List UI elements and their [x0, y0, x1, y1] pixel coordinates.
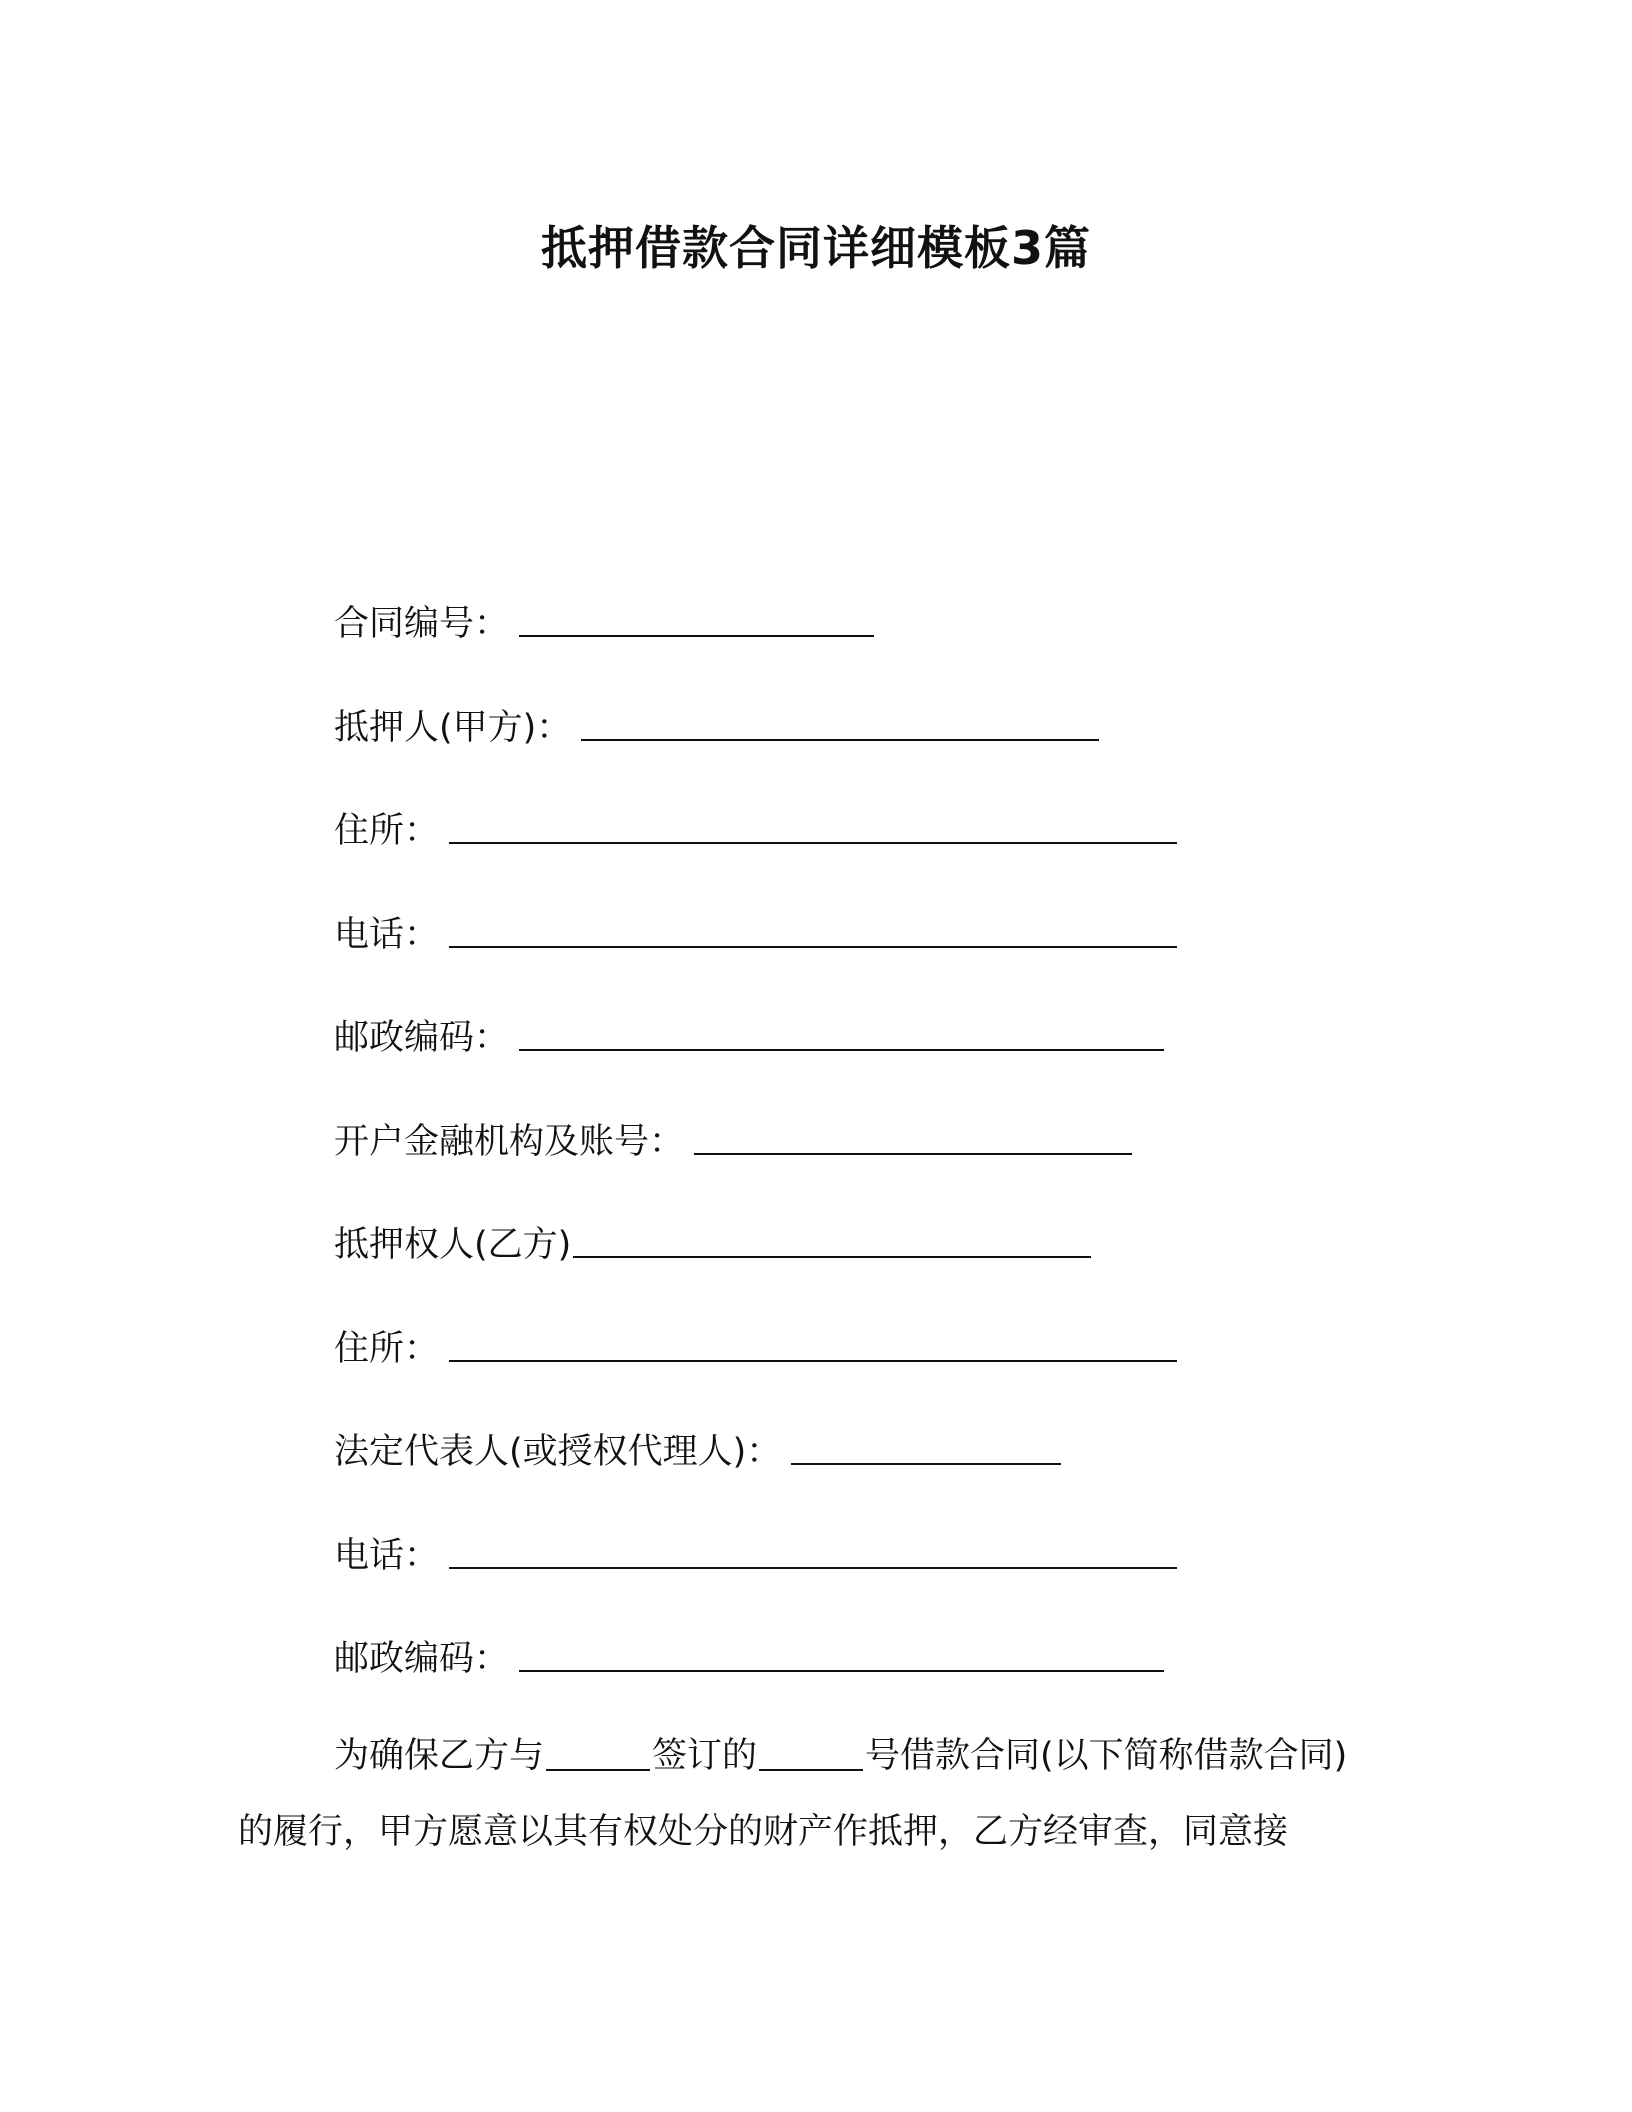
field-mortgagor-address	[334, 803, 1177, 853]
fill-blank-line	[519, 1670, 1164, 1672]
field-mortgagee-phone	[334, 1528, 1177, 1578]
field-label: 邮政编码：	[334, 1018, 510, 1058]
document-title: 抵押借款合同详细模板3篇	[540, 221, 1091, 275]
field-label: 开户金融机构及账号：	[334, 1122, 685, 1162]
paragraph-text: 签订的	[652, 1736, 758, 1776]
fill-blank-line	[546, 1769, 650, 1771]
field-mortgagee	[334, 1217, 1091, 1267]
field-mortgagor-phone	[334, 907, 1177, 957]
field-label: 电话：	[334, 915, 440, 955]
paragraph-line-1	[334, 1734, 1347, 1778]
field-label: 住所：	[334, 811, 440, 851]
fill-blank-line	[573, 1256, 1091, 1258]
field-bank-account	[334, 1114, 1132, 1164]
fill-blank-line	[449, 1567, 1177, 1569]
field-mortgagee-postcode	[334, 1631, 1164, 1681]
fill-blank-line	[581, 739, 1099, 741]
field-label: 合同编号：	[334, 604, 510, 644]
field-legal-representative	[334, 1424, 1061, 1474]
paragraph-line-2	[238, 1810, 1288, 1854]
field-label: 法定代表人(或授权代理人)：	[334, 1432, 782, 1472]
fill-blank-line	[759, 1769, 863, 1771]
paragraph-text: 的履行，甲方愿意以其有权处分的财产作抵押，乙方经审查，同意接	[238, 1812, 1289, 1852]
field-label: 住所：	[334, 1329, 440, 1369]
field-mortgagor	[334, 700, 1099, 750]
field-label: 抵押权人(乙方)	[334, 1225, 572, 1265]
paragraph-text: 为确保乙方与	[334, 1736, 545, 1776]
field-mortgagee-address	[334, 1321, 1177, 1371]
fill-blank-line	[449, 842, 1177, 844]
field-mortgagor-postcode	[334, 1010, 1164, 1060]
field-label: 邮政编码：	[334, 1639, 510, 1679]
fill-blank-line	[791, 1463, 1061, 1465]
fill-blank-line	[694, 1153, 1132, 1155]
field-label: 抵押人(甲方)：	[334, 708, 572, 748]
fill-blank-line	[519, 635, 874, 637]
fill-blank-line	[449, 1360, 1177, 1362]
field-label: 电话：	[334, 1536, 440, 1576]
fill-blank-line	[449, 946, 1177, 948]
paragraph-text: 号借款合同(以下简称借款合同)	[865, 1736, 1348, 1776]
field-contract-number	[334, 596, 874, 646]
fill-blank-line	[519, 1049, 1164, 1051]
